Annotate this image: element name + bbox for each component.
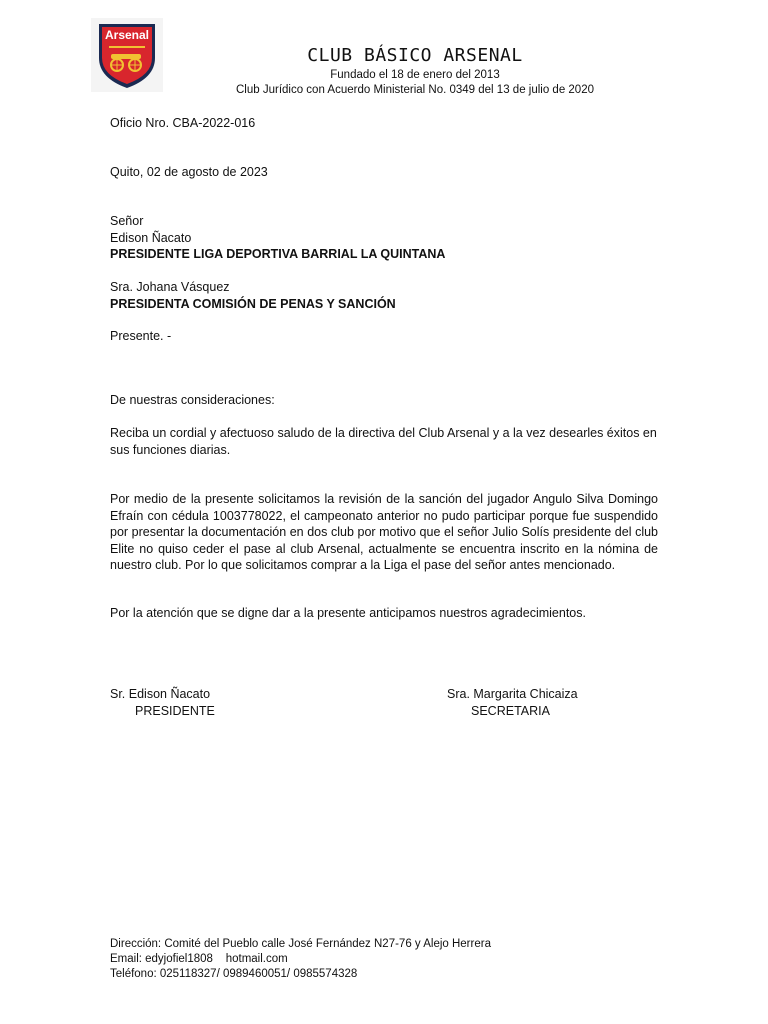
club-founded: Fundado el 18 de enero del 2013 [330,69,500,81]
footer-phone: Teléfono: 025118327/ 0989460051/ 0985574328 [110,968,358,980]
recipient-block-1 [110,213,658,263]
footer-contact [110,937,670,982]
recipient-salutation: Señor [110,214,144,228]
paragraph-1: Reciba un cordial y afectuoso saludo de la directiva del Club Arsenal y a la vez desearles éxitos en sus funciones diarias. [110,426,657,457]
office-number: Oficio Nro. CBA-2022-016 [110,116,256,130]
recipient-title: PRESIDENTE LIGA DEPORTIVA BARRIAL LA QUINTANA [110,247,446,261]
logo-text: Arsenal [104,28,150,42]
club-legal-status: Club Jurídico con Acuerdo Ministerial No. 0349 del 13 de julio de 2020 [236,84,594,96]
place-date: Quito, 02 de agosto de 2023 [110,165,268,179]
footer-address: Dirección: Comité del Pueblo calle José Fernández N27-76 y Alejo Herrera [110,938,491,950]
letterhead [200,44,630,98]
recipient-block-2 [110,279,658,312]
signer-role: SECRETARIA [471,703,550,718]
recipient-name: Sra. Johana Vásquez [110,280,230,294]
signer-role: PRESIDENTE [135,703,215,718]
club-name: CLUB BÁSICO ARSENAL [307,45,523,66]
arsenal-crest-logo [91,18,163,92]
signer-name: Sra. Margarita Chicaiza [447,687,578,701]
signer-name: Sr. Edison Ñacato [110,687,211,701]
greeting: De nuestras consideraciones: [110,393,275,407]
recipient-name: Edison Ñacato [110,230,192,245]
closing-paragraph: Por la atención que se digne dar a la presente anticipamos nuestros agradecimientos. [110,606,586,620]
paragraph-2: Por medio de la presente solicitamos la revisión de la sanción del jugador Angulo Silva Domingo Efraín con cédula 1003778022, el campeonato anterior no pudo participar porque fue suspendido por presentar la documentación en dos club por motivo que el señor Julio Solís presidente del club Elite no quiso ceder el pase al club Arsenal, actualmente se encuentra inscrito en la nómina de nuestro club. Por lo que solicitamos comprar a la Liga el pase del señor antes mencionado. [110,492,658,572]
presente: Presente. - [110,329,172,343]
signature-left [110,686,215,719]
footer-email: Email: edyjofiel1808 hotmail.com [110,953,288,965]
recipient-title: PRESIDENTA COMISIÓN DE PENAS Y SANCIÓN [110,296,396,311]
signature-right [447,686,578,719]
